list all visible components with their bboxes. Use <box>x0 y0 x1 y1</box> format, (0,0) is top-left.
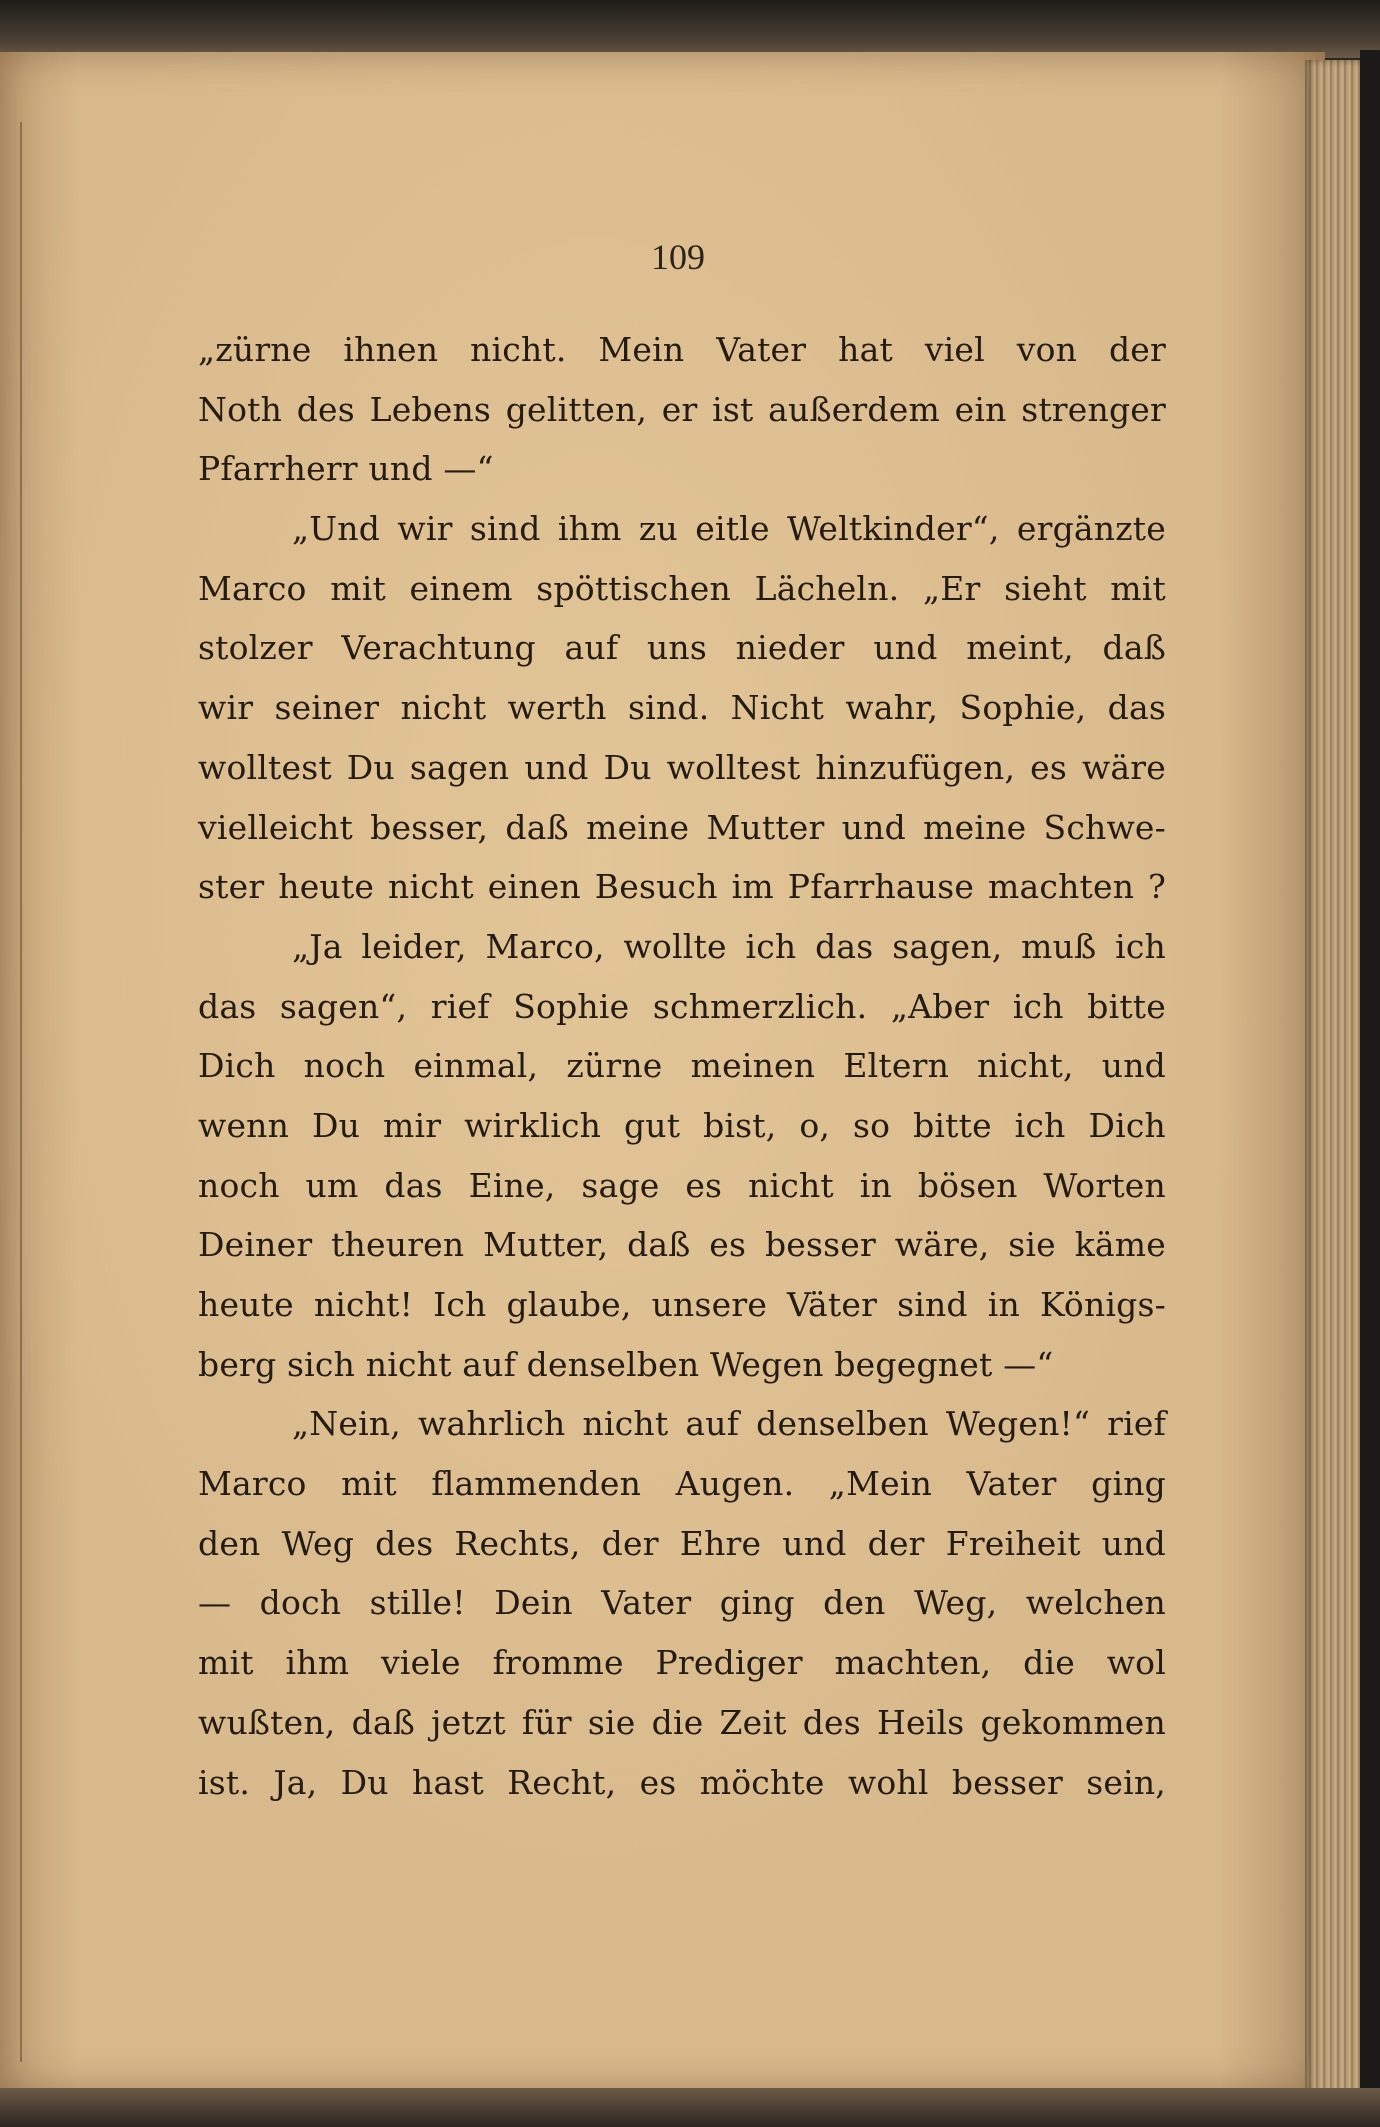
text-line: wir seiner nicht werth sind. Nicht wahr, Sophie, das <box>198 688 1166 728</box>
text-line: ist. Ja, Du hast Recht, es möchte wohl besser sein, <box>198 1762 1166 1802</box>
text-line: Noth des Lebens gelitten, er ist außerdem ein strenger <box>198 389 1166 429</box>
text-line: Deiner theuren Mutter, daß es besser wäre, sie käme <box>198 1225 1166 1265</box>
text-line: Marco mit flammenden Augen. „Mein Vater ging <box>198 1464 1166 1504</box>
text-line: wenn Du mir wirklich gut bist, o, so bitte ich Dich <box>198 1105 1166 1145</box>
page-edges <box>1305 60 1367 2100</box>
body-text <box>198 320 1166 1812</box>
text-line: Dich noch einmal, zürne meinen Eltern nicht, und <box>198 1046 1166 1086</box>
page-number: 109 <box>651 237 705 277</box>
text-line: den Weg des Rechts, der Ehre und der Freiheit und <box>198 1523 1166 1563</box>
text-line: mit ihm viele fromme Prediger machten, die wol <box>198 1643 1166 1683</box>
text-line: „Und wir sind ihm zu eitle Weltkinder“, ergänzte <box>292 509 1166 549</box>
book-bottom-edge <box>0 2088 1380 2127</box>
text-line: noch um das Eine, sage es nicht in bösen Worten <box>198 1165 1166 1205</box>
gutter-line <box>20 122 22 2062</box>
text-line: Marco mit einem spöttischen Lächeln. „Er sieht mit <box>198 568 1166 608</box>
text-line: stolzer Verachtung auf uns nieder und meint, daß <box>198 628 1166 668</box>
text-line: Pfarrherr und —“ <box>198 449 494 489</box>
text-line: heute nicht! Ich glaube, unsere Väter sind in Königs- <box>198 1285 1166 1324</box>
text-line: wußten, daß jetzt für sie die Zeit des Heils gekommen <box>198 1702 1166 1742</box>
text-line: „zürne ihnen nicht. Mein Vater hat viel von der <box>198 330 1166 369</box>
text-line: „Ja leider, Marco, wollte ich das sagen, muß ich <box>292 926 1166 966</box>
text-line: wolltest Du sagen und Du wolltest hinzufügen, es wäre <box>198 747 1166 787</box>
text-line: berg sich nicht auf denselben Wegen begegnet —“ <box>198 1344 1054 1384</box>
text-line: „Nein, wahrlich nicht auf denselben Wegen!“ rief <box>292 1404 1166 1444</box>
text-line: das sagen“, rief Sophie schmerzlich. „Aber ich bitte <box>198 986 1166 1026</box>
book-cover-edge <box>1360 50 1380 2127</box>
text-line: ster heute nicht einen Besuch im Pfarrhause machten ? <box>198 867 1166 907</box>
text-line: — doch stille! Dein Vater ging den Weg, welchen <box>198 1583 1166 1623</box>
book-top-edge <box>0 0 1380 58</box>
text-line: vielleicht besser, daß meine Mutter und meine Schwe- <box>198 807 1166 847</box>
